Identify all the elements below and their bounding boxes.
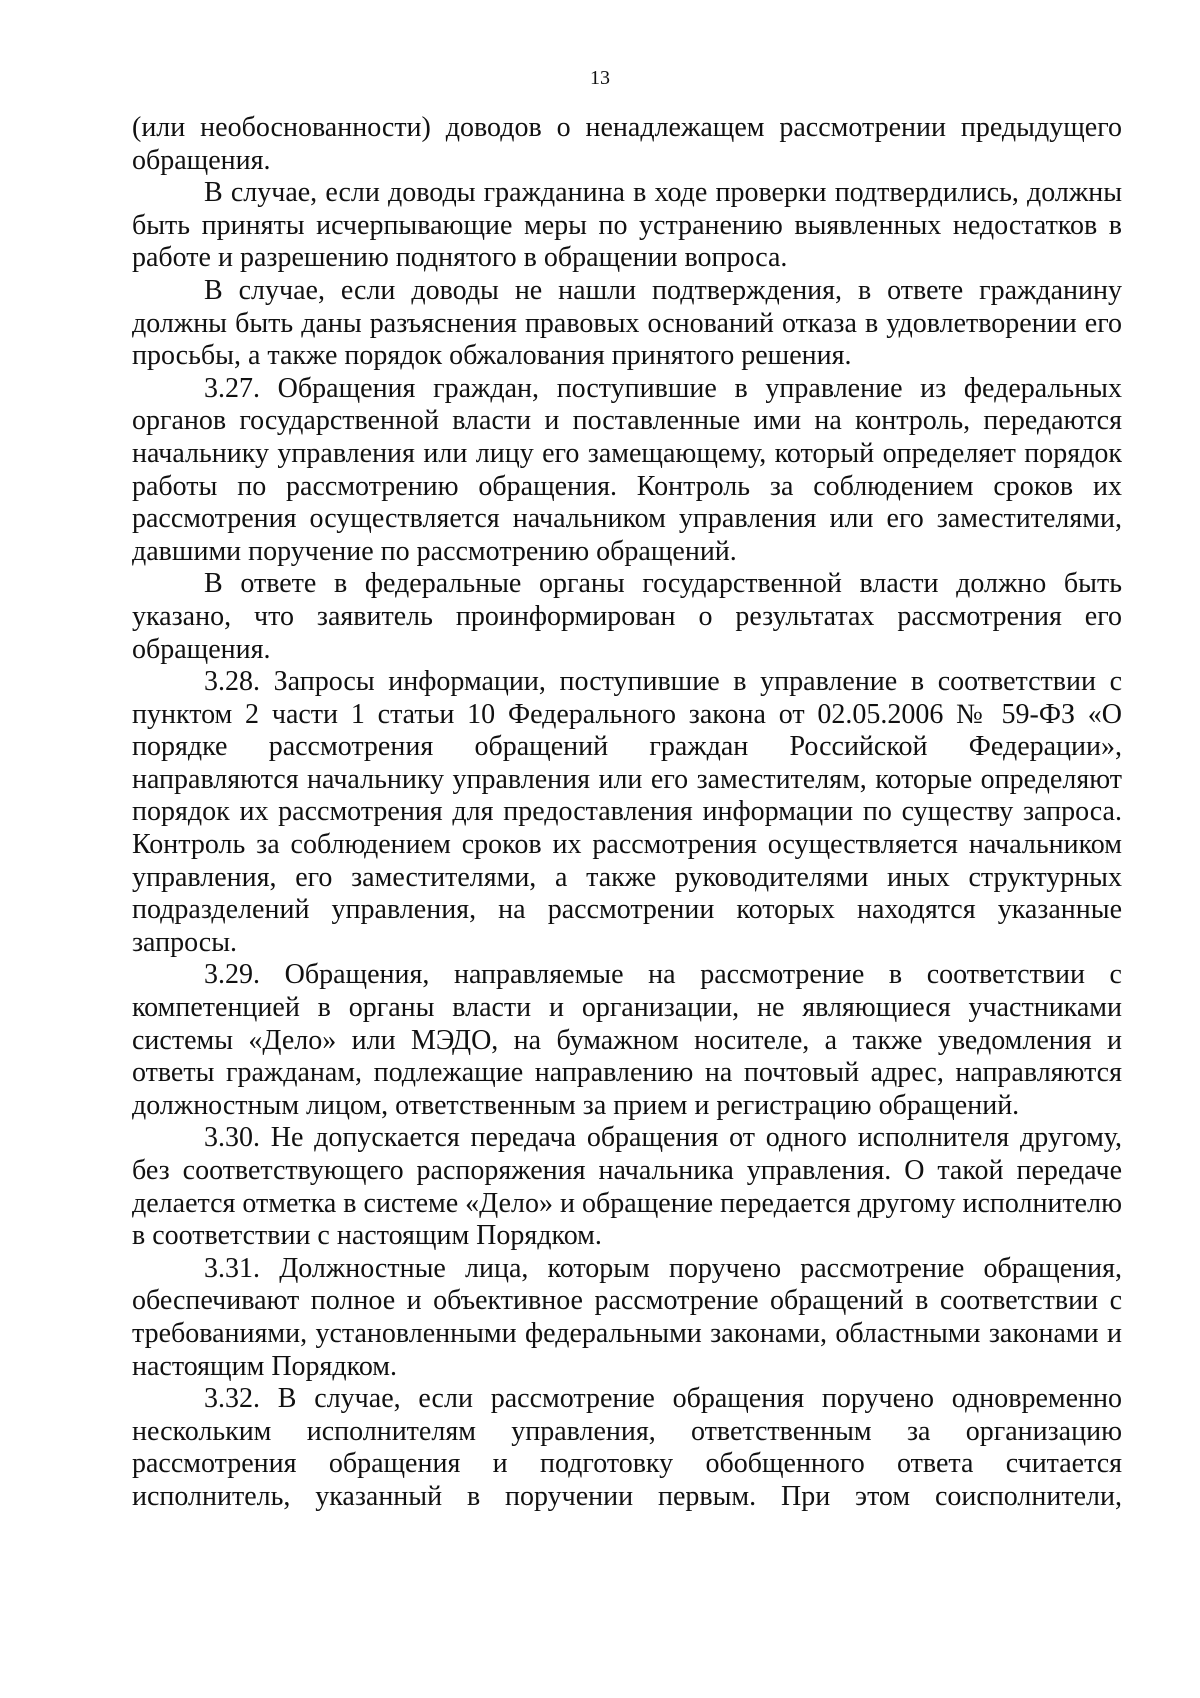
paragraph: 3.31. Должностные лица, которым поручено рассмотрение обращения, обеспечивают полное и объективное рассмотрение обращений в соответствии с требованиями, установленными федеральными законами, областными законами и настоящим Порядком. [132, 1252, 1122, 1382]
paragraph: 3.30. Не допускается передача обращения от одного исполнителя другому, без соответствующего распоряжения начальника управления. О такой передаче делается отметка в системе «Дело» и обращение передается другому исполнителю в соответствии с настоящим Порядком. [132, 1122, 1122, 1252]
paragraph: В ответе в федеральные органы государственной власти должно быть указано, что заявитель проинформирован о результатах рассмотрения его обращения. [132, 568, 1122, 665]
paragraph: 3.32. В случае, если рассмотрение обращения поручено одновременно нескольким исполнителям управления, ответственным за организацию рассмотрения обращения и подготовку обобщенного ответа считается исполнитель, указанный в поручении первым. При этом соисполнители, [132, 1383, 1122, 1512]
paragraph: 3.29. Обращения, направляемые на рассмотрение в соответствии с компетенцией в органы власти и организации, не являющиеся участниками системы «Дело» или МЭДО, на бумажном носителе, а также уведомления и ответы гражданам, подлежащие направлению на почтовый адрес, направляются должностным лицом, ответственным за прием и регистрацию обращений. [132, 959, 1122, 1121]
paragraph: 3.27. Обращения граждан, поступившие в управление из федеральных органов государственной власти и поставленные ими на контроль, передаются начальнику управления или лицу его замещающему, который определяет порядок работы по рассмотрению обращения. Контроль за соблюдением сроков их рассмотрения осуществляется начальником управления или его заместителями, давшими поручение по рассмотрению обращений. [132, 372, 1122, 567]
page-number: 13 [590, 67, 610, 89]
document-body [132, 112, 1122, 1514]
paragraph: (или необоснованности) доводов о ненадлежащем рассмотрении предыдущего обращения. [132, 112, 1122, 176]
paragraph: В случае, если доводы гражданина в ходе проверки подтвердились, должны быть приняты исчерпывающие меры по устранению выявленных недостатков в работе и разрешению поднятого в обращении вопроса. [132, 177, 1122, 274]
paragraph: 3.28. Запросы информации, поступившие в управление в соответствии с пунктом 2 части 1 статьи 10 Федерального закона от 02.05.2006 № 59-ФЗ «О порядке рассмотрения обращений граждан Российской Федерации», направляются начальнику управления или его заместителям, которые определяют порядок их рассмотрения для предоставления информации по существу запроса. Контроль за соблюдением сроков их рассмотрения осуществляется начальником управления, его заместителями, а также руководителями иных структурных подразделений управления, на рассмотрении которых находятся указанные запросы. [132, 666, 1122, 958]
paragraph: В случае, если доводы не нашли подтверждения, в ответе гражданину должны быть даны разъяснения правовых оснований отказа в удовлетворении его просьбы, а также порядок обжалования принятого решения. [132, 274, 1122, 372]
